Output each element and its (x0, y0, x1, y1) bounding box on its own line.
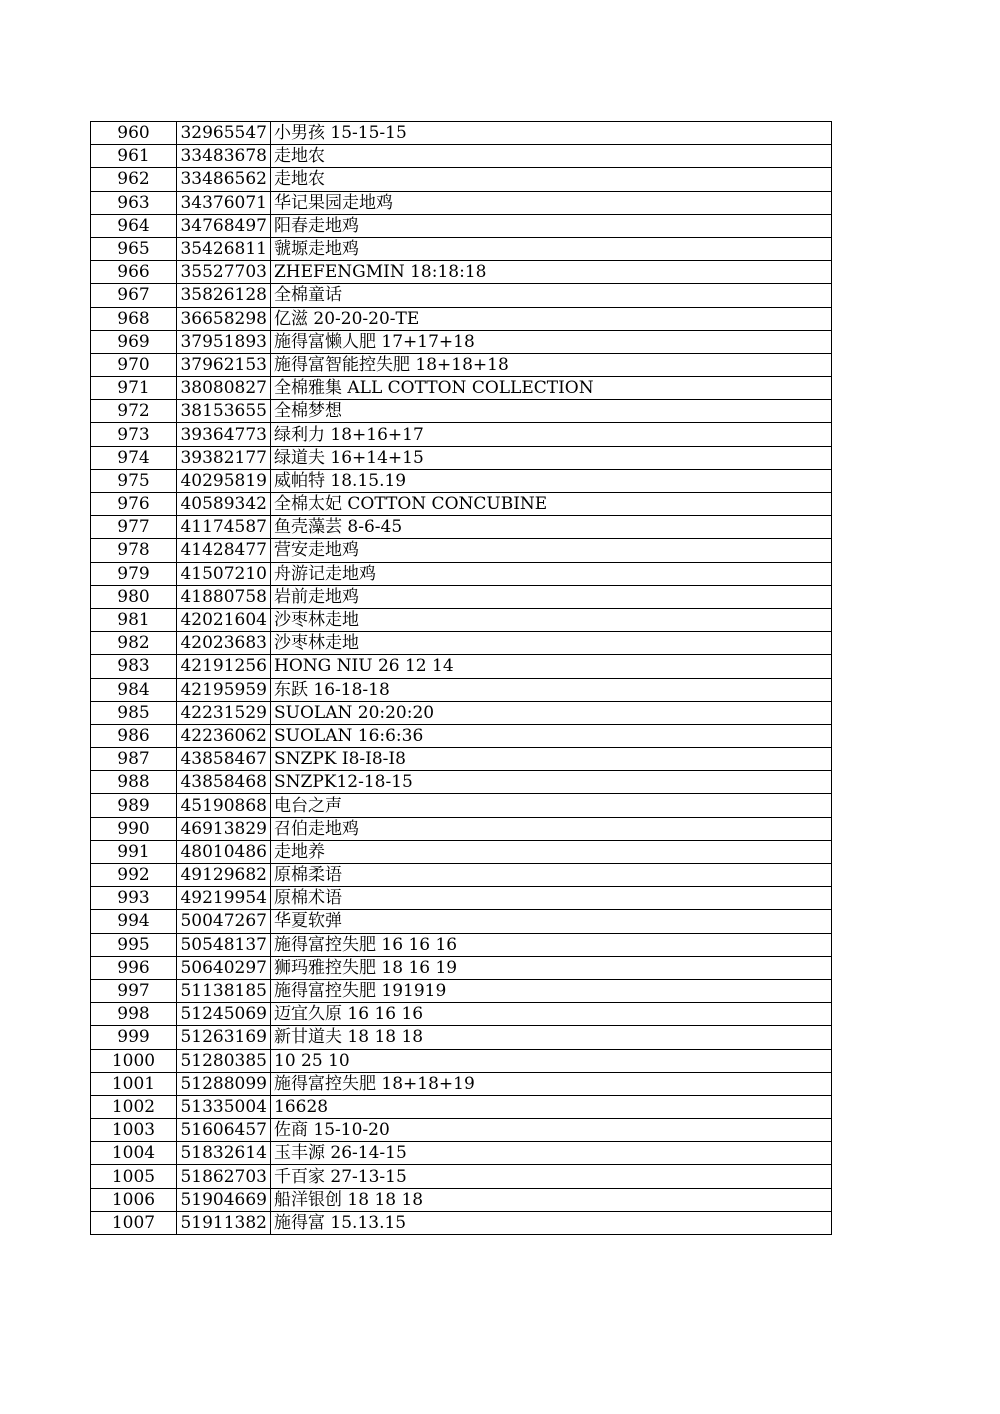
trademark-name: 召伯走地鸡 (271, 817, 832, 840)
row-number: 977 (91, 516, 177, 539)
registration-number: 51911382 (177, 1211, 271, 1234)
trademark-name: 千百家 27-13-15 (271, 1165, 832, 1188)
row-number: 985 (91, 701, 177, 724)
table-row (91, 1049, 832, 1072)
row-number: 978 (91, 539, 177, 562)
trademark-name: 新甘道夫 18 18 18 (271, 1026, 832, 1049)
trademark-name: 施得富控失肥 16 16 16 (271, 933, 832, 956)
trademark-name: 舟游记走地鸡 (271, 562, 832, 585)
trademark-name: 佐商 15-10-20 (271, 1119, 832, 1142)
table-row (91, 237, 832, 260)
trademark-name: SUOLAN 16:6:36 (271, 724, 832, 747)
trademark-name: 施得富控失肥 18+18+19 (271, 1072, 832, 1095)
trademark-name: 东跃 16-18-18 (271, 678, 832, 701)
row-number: 979 (91, 562, 177, 585)
registration-number: 42021604 (177, 608, 271, 631)
registration-number: 42023683 (177, 632, 271, 655)
table-row (91, 353, 832, 376)
table-row (91, 585, 832, 608)
row-number: 964 (91, 214, 177, 237)
trademark-name: SNZPK I8-I8-I8 (271, 748, 832, 771)
row-number: 982 (91, 632, 177, 655)
row-number: 973 (91, 423, 177, 446)
row-number: 961 (91, 145, 177, 168)
trademark-name: 小男孩 15-15-15 (271, 122, 832, 145)
table-row (91, 145, 832, 168)
registration-number: 38153655 (177, 400, 271, 423)
row-number: 1004 (91, 1142, 177, 1165)
trademark-name: 绿利力 18+16+17 (271, 423, 832, 446)
row-number: 999 (91, 1026, 177, 1049)
row-number: 995 (91, 933, 177, 956)
table-row (91, 539, 832, 562)
row-number: 974 (91, 446, 177, 469)
table-row (91, 1165, 832, 1188)
trademark-name: 华记果园走地鸡 (271, 191, 832, 214)
registration-number: 42195959 (177, 678, 271, 701)
row-number: 987 (91, 748, 177, 771)
trademark-name: 亿滋 20-20-20-TE (271, 307, 832, 330)
row-number: 1005 (91, 1165, 177, 1188)
registration-number: 33483678 (177, 145, 271, 168)
row-number: 967 (91, 284, 177, 307)
registration-number: 39364773 (177, 423, 271, 446)
trademark-name: 走地养 (271, 840, 832, 863)
registration-number: 38080827 (177, 377, 271, 400)
registration-number: 51138185 (177, 979, 271, 1002)
table-row (91, 493, 832, 516)
trademark-name: 全棉太妃 COTTON CONCUBINE (271, 493, 832, 516)
trademark-name: 原棉柔语 (271, 864, 832, 887)
table-row (91, 956, 832, 979)
row-number: 976 (91, 493, 177, 516)
row-number: 996 (91, 956, 177, 979)
table-row (91, 794, 832, 817)
trademark-name: 走地农 (271, 168, 832, 191)
row-number: 1007 (91, 1211, 177, 1234)
table-row (91, 1142, 832, 1165)
table-row (91, 840, 832, 863)
row-number: 1000 (91, 1049, 177, 1072)
table-row (91, 678, 832, 701)
registration-number: 45190868 (177, 794, 271, 817)
row-number: 1006 (91, 1188, 177, 1211)
registration-number: 35826128 (177, 284, 271, 307)
registration-number: 50548137 (177, 933, 271, 956)
table-row (91, 423, 832, 446)
table-row (91, 469, 832, 492)
table-row (91, 933, 832, 956)
registration-number: 35426811 (177, 237, 271, 260)
table-row (91, 608, 832, 631)
registration-number: 51245069 (177, 1003, 271, 1026)
trademark-name: 施得富控失肥 191919 (271, 979, 832, 1002)
row-number: 997 (91, 979, 177, 1002)
row-number: 966 (91, 261, 177, 284)
table-row (91, 1003, 832, 1026)
trademark-name: 船洋银创 18 18 18 (271, 1188, 832, 1211)
table-row (91, 1026, 832, 1049)
registration-number: 37951893 (177, 330, 271, 353)
trademark-name: 全棉童话 (271, 284, 832, 307)
row-number: 1003 (91, 1119, 177, 1142)
registration-number: 42191256 (177, 655, 271, 678)
registration-number: 41428477 (177, 539, 271, 562)
registration-number: 41880758 (177, 585, 271, 608)
row-number: 992 (91, 864, 177, 887)
row-number: 971 (91, 377, 177, 400)
table-row (91, 864, 832, 887)
trademark-name: 虢塬走地鸡 (271, 237, 832, 260)
table-row (91, 330, 832, 353)
row-number: 969 (91, 330, 177, 353)
row-number: 970 (91, 353, 177, 376)
trademark-name: 施得富懒人肥 17+17+18 (271, 330, 832, 353)
trademark-name: 威帕特 18.15.19 (271, 469, 832, 492)
trademark-name: 施得富 15.13.15 (271, 1211, 832, 1234)
registration-number: 46913829 (177, 817, 271, 840)
table-row (91, 632, 832, 655)
trademark-name: 狮玛雅控失肥 18 16 19 (271, 956, 832, 979)
row-number: 1001 (91, 1072, 177, 1095)
table-row (91, 377, 832, 400)
trademark-name: 施得富智能控失肥 18+18+18 (271, 353, 832, 376)
trademark-name: SUOLAN 20:20:20 (271, 701, 832, 724)
table-row (91, 446, 832, 469)
row-number: 991 (91, 840, 177, 863)
row-number: 994 (91, 910, 177, 933)
trademark-name: 16628 (271, 1095, 832, 1118)
row-number: 963 (91, 191, 177, 214)
row-number: 990 (91, 817, 177, 840)
registration-number: 41174587 (177, 516, 271, 539)
registration-number: 49219954 (177, 887, 271, 910)
trademark-name: ZHEFENGMIN 18:18:18 (271, 261, 832, 284)
row-number: 981 (91, 608, 177, 631)
row-number: 975 (91, 469, 177, 492)
registration-number: 40295819 (177, 469, 271, 492)
table-row (91, 887, 832, 910)
registration-number: 33486562 (177, 168, 271, 191)
table-row (91, 910, 832, 933)
table-body (91, 122, 832, 1235)
registration-number: 39382177 (177, 446, 271, 469)
row-number: 960 (91, 122, 177, 145)
table-row (91, 307, 832, 330)
table-row (91, 400, 832, 423)
table-row (91, 214, 832, 237)
trademark-name: 阳春走地鸡 (271, 214, 832, 237)
trademark-name: 沙枣林走地 (271, 632, 832, 655)
trademark-name: 10 25 10 (271, 1049, 832, 1072)
registration-number: 32965547 (177, 122, 271, 145)
registration-number: 40589342 (177, 493, 271, 516)
registration-number: 43858467 (177, 748, 271, 771)
row-number: 998 (91, 1003, 177, 1026)
row-number: 989 (91, 794, 177, 817)
trademark-name: 全棉雅集 ALL COTTON COLLECTION (271, 377, 832, 400)
row-number: 962 (91, 168, 177, 191)
registration-number: 36658298 (177, 307, 271, 330)
trademark-name: 原棉术语 (271, 887, 832, 910)
registration-number: 51263169 (177, 1026, 271, 1049)
row-number: 986 (91, 724, 177, 747)
registration-number: 42231529 (177, 701, 271, 724)
table-row (91, 724, 832, 747)
registration-number: 43858468 (177, 771, 271, 794)
registration-number: 50640297 (177, 956, 271, 979)
registration-number: 41507210 (177, 562, 271, 585)
trademark-name: 迈宜久原 16 16 16 (271, 1003, 832, 1026)
table-row (91, 284, 832, 307)
table-row (91, 1211, 832, 1234)
table-row (91, 1188, 832, 1211)
trademark-name: 玉丰源 26-14-15 (271, 1142, 832, 1165)
trademark-name: 岩前走地鸡 (271, 585, 832, 608)
registration-number: 51832614 (177, 1142, 271, 1165)
row-number: 1002 (91, 1095, 177, 1118)
registration-number: 34376071 (177, 191, 271, 214)
row-number: 965 (91, 237, 177, 260)
table-row (91, 1119, 832, 1142)
trademark-name: 营安走地鸡 (271, 539, 832, 562)
registration-number: 51280385 (177, 1049, 271, 1072)
registration-number: 51904669 (177, 1188, 271, 1211)
registration-number: 51335004 (177, 1095, 271, 1118)
registration-number: 51862703 (177, 1165, 271, 1188)
row-number: 984 (91, 678, 177, 701)
table-row (91, 516, 832, 539)
trademark-name: 走地农 (271, 145, 832, 168)
trademark-name: 全棉梦想 (271, 400, 832, 423)
table-row (91, 1072, 832, 1095)
row-number: 988 (91, 771, 177, 794)
registration-number: 50047267 (177, 910, 271, 933)
row-number: 980 (91, 585, 177, 608)
trademark-name: HONG NIU 26 12 14 (271, 655, 832, 678)
table-row (91, 817, 832, 840)
row-number: 972 (91, 400, 177, 423)
table-row (91, 168, 832, 191)
registration-number: 34768497 (177, 214, 271, 237)
row-number: 983 (91, 655, 177, 678)
row-number: 993 (91, 887, 177, 910)
registration-number: 51288099 (177, 1072, 271, 1095)
trademark-name: 电台之声 (271, 794, 832, 817)
table-row (91, 771, 832, 794)
registration-number: 42236062 (177, 724, 271, 747)
table-row (91, 122, 832, 145)
registration-number: 35527703 (177, 261, 271, 284)
registration-number: 51606457 (177, 1119, 271, 1142)
table-row (91, 191, 832, 214)
table-row (91, 748, 832, 771)
table-row (91, 562, 832, 585)
table-row (91, 1095, 832, 1118)
table-row (91, 979, 832, 1002)
trademark-table (90, 121, 832, 1235)
table-row (91, 261, 832, 284)
row-number: 968 (91, 307, 177, 330)
trademark-name: 华夏软弹 (271, 910, 832, 933)
trademark-name: 鱼壳藻芸 8-6-45 (271, 516, 832, 539)
registration-number: 49129682 (177, 864, 271, 887)
trademark-name: 绿道夫 16+14+15 (271, 446, 832, 469)
trademark-name: SNZPK12-18-15 (271, 771, 832, 794)
table-row (91, 655, 832, 678)
trademark-name: 沙枣林走地 (271, 608, 832, 631)
registration-number: 37962153 (177, 353, 271, 376)
registration-number: 48010486 (177, 840, 271, 863)
table-row (91, 701, 832, 724)
